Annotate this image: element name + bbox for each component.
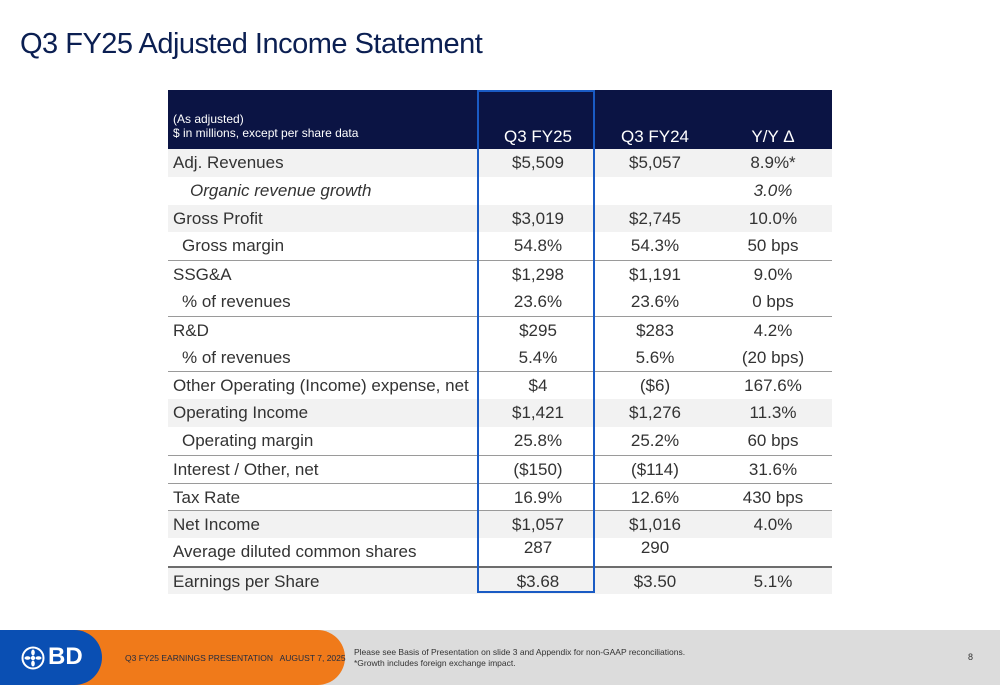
row-label: % of revenues xyxy=(182,291,291,311)
value-yoy: 10.0% xyxy=(748,208,798,228)
row-label: SSG&A xyxy=(173,265,232,285)
value-yoy: 9.0% xyxy=(753,265,793,285)
value-current: ($150) xyxy=(513,459,563,479)
value-prior: $3.50 xyxy=(633,571,677,591)
value-prior: ($114) xyxy=(631,459,679,479)
table-row-diluted-shares xyxy=(168,538,832,566)
value-prior: $2,745 xyxy=(629,208,681,228)
value-current: $295 xyxy=(519,320,557,340)
header-note-line-1: (As adjusted) xyxy=(173,112,244,126)
value-yoy: 11.3% xyxy=(749,403,797,423)
row-label: % of revenues xyxy=(182,347,291,367)
value-prior: $1,191 xyxy=(629,265,681,285)
bd-logo-text: BD xyxy=(48,643,83,670)
value-yoy: 430 bps xyxy=(742,487,804,507)
value-current: $1,421 xyxy=(512,403,564,423)
value-prior: 54.3% xyxy=(630,236,680,256)
header-note xyxy=(173,112,358,140)
table-row-organic-growth xyxy=(168,177,832,205)
row-label: Interest / Other, net xyxy=(173,459,319,479)
table-header xyxy=(168,90,832,149)
footer-event: Q3 FY25 EARNINGS PRESENTATION AUGUST 7, 2025 xyxy=(125,653,346,663)
footer-notes xyxy=(354,647,685,669)
value-current: $4 xyxy=(528,376,548,396)
income-statement-table xyxy=(168,90,832,594)
table-row-rd-pct xyxy=(168,344,832,372)
row-label: Adj. Revenues xyxy=(173,153,284,172)
row-label: Operating Income xyxy=(173,403,309,423)
value-yoy: 167.6% xyxy=(744,376,802,396)
value-prior: 5.6% xyxy=(635,347,675,367)
row-label: Tax Rate xyxy=(173,487,241,507)
value-current: $3,019 xyxy=(512,208,564,228)
page-title: Q3 FY25 Adjusted Income Statement xyxy=(20,28,483,60)
value-current: 23.6% xyxy=(513,291,563,311)
table-row-ssga-pct xyxy=(168,288,832,316)
row-label: Net Income xyxy=(173,515,260,535)
table-row-operating-margin xyxy=(168,427,832,455)
row-label: Average diluted common shares xyxy=(173,542,417,562)
value-yoy: 5.1% xyxy=(753,571,793,591)
value-current: 287 xyxy=(523,538,553,558)
value-current: $1,298 xyxy=(512,265,564,285)
table-row-tax-rate xyxy=(168,483,832,511)
value-prior: $5,057 xyxy=(629,153,681,172)
value-yoy: 0 bps xyxy=(752,291,794,311)
value-yoy: 3.0% xyxy=(753,180,793,200)
value-prior: 290 xyxy=(640,538,670,558)
value-prior: 23.6% xyxy=(630,291,680,311)
footer-bar xyxy=(0,630,1000,685)
value-prior: 25.2% xyxy=(630,430,680,450)
value-current: $5,509 xyxy=(512,153,564,172)
row-label: Earnings per Share xyxy=(173,571,320,591)
table-row-operating-income xyxy=(168,399,832,427)
column-header-yoy: Y/Y Δ xyxy=(751,127,795,146)
table-row-rd xyxy=(168,316,832,344)
value-yoy: 31.6% xyxy=(748,459,798,479)
footer-note-1: Please see Basis of Presentation on slide 3 and Appendix for non-GAAP reconciliations. xyxy=(354,647,686,657)
page-number: 8 xyxy=(968,652,974,662)
row-label: Organic revenue growth xyxy=(190,180,372,200)
value-prior: ($6) xyxy=(639,376,671,396)
value-yoy: 4.0% xyxy=(753,515,793,535)
table-row-eps xyxy=(168,566,832,594)
table-row-adj-revenues xyxy=(168,149,832,177)
table-row-gross-margin xyxy=(168,232,832,260)
value-yoy: (20 bps) xyxy=(741,347,805,367)
value-prior: $283 xyxy=(636,320,674,340)
table-row-other-operating xyxy=(168,371,832,399)
value-yoy: 8.9%* xyxy=(750,153,796,172)
row-label: Gross margin xyxy=(182,236,285,256)
row-label: Gross Profit xyxy=(173,208,263,228)
value-current: 54.8% xyxy=(513,236,563,256)
column-header-current: Q3 FY25 xyxy=(503,127,573,146)
table-row-gross-profit xyxy=(168,205,832,233)
table-row-ssga xyxy=(168,260,832,288)
row-label: Operating margin xyxy=(182,430,314,450)
value-current: $1,057 xyxy=(512,515,564,535)
value-current: $3.68 xyxy=(516,571,560,591)
row-label: Other Operating (Income) expense, net xyxy=(173,376,469,396)
bd-logo-icon xyxy=(21,646,45,670)
footer-note-2: *Growth includes foreign exchange impact. xyxy=(354,658,516,668)
row-label: R&D xyxy=(173,320,209,340)
value-yoy: 60 bps xyxy=(747,430,799,450)
value-current: 5.4% xyxy=(518,347,558,367)
value-current: 16.9% xyxy=(513,487,563,507)
header-note-line-2: $ in millions, except per share data xyxy=(173,126,359,140)
value-yoy: 4.2% xyxy=(753,320,793,340)
value-yoy: 50 bps xyxy=(747,236,799,256)
value-prior: $1,016 xyxy=(629,515,681,535)
table-row-interest-other xyxy=(168,455,832,483)
value-prior: 12.6% xyxy=(630,487,680,507)
value-prior: $1,276 xyxy=(629,403,681,423)
value-current: 25.8% xyxy=(513,430,563,450)
column-header-prior: Q3 FY24 xyxy=(620,127,690,146)
